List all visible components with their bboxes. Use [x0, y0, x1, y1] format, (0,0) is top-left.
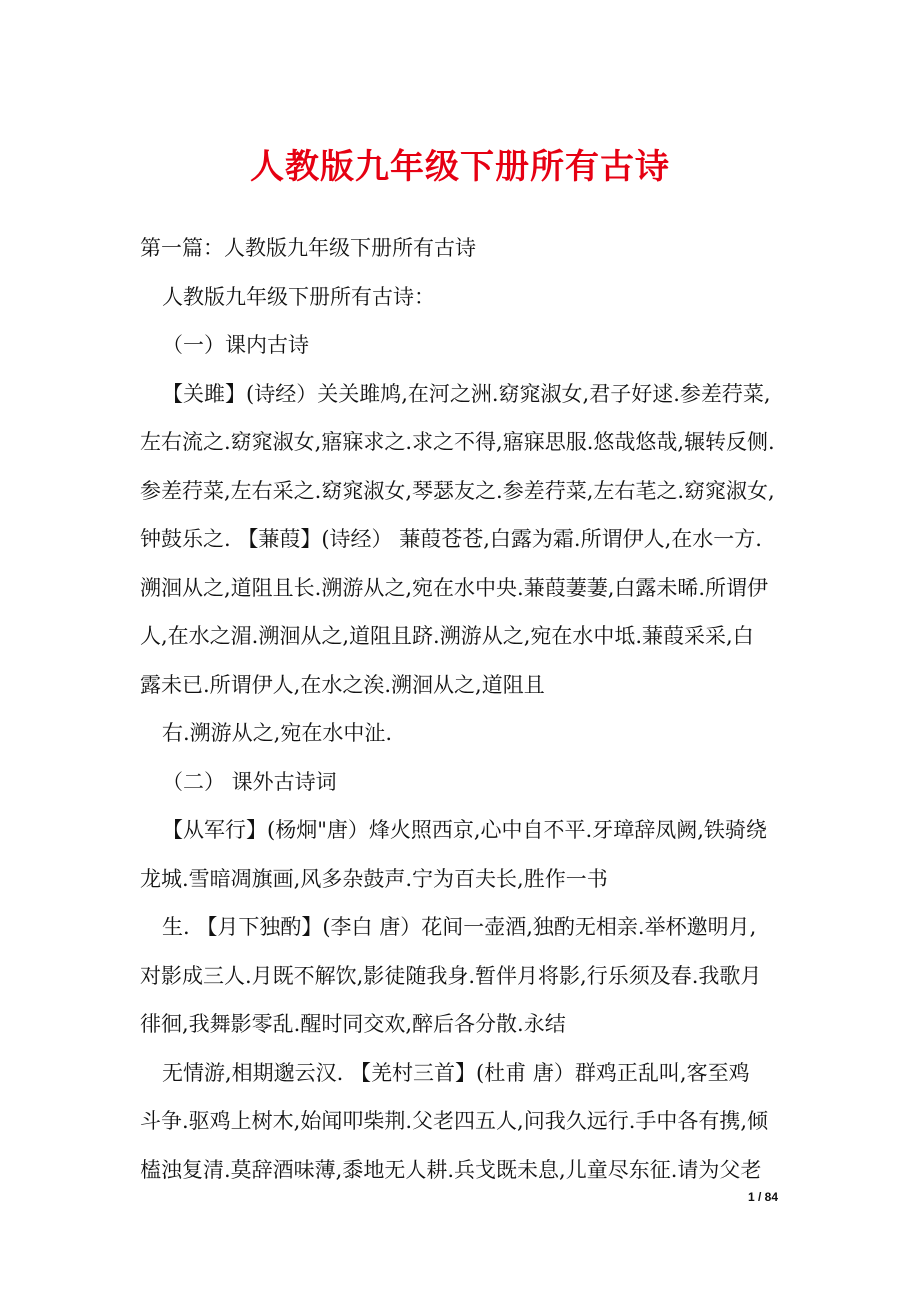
text-line: 参差荇菜,左右采之.窈窕淑女,琴瑟友之.参差荇菜,左右芼之.窈窕淑女, — [140, 478, 775, 503]
text-line: 生. 【月下独酌】(李白 唐）花间一壶酒,独酌无相亲.举杯邀明月, — [162, 915, 757, 939]
text-line: 斗争.驱鸡上树木,始闻叩柴荆.父老四五人,问我久远行.手中各有携,倾 — [140, 1109, 769, 1133]
text-line: 溯洄从之,道阻且长.溯游从之,宛在水中央.蒹葭萋萋,白露未晞.所谓伊 — [140, 575, 769, 600]
text-line: 钟鼓乐之. 【蒹葭】(诗经） 蒹葭苍苍,白露为霜.所谓伊人,在水一方. — [140, 527, 762, 551]
text-line: 徘徊,我舞影零乱.醒时同交欢,醉后各分散.永结 — [140, 1012, 566, 1036]
text-line: 对影成三人.月既不解饮,影徒随我身.暂伴月将影,行乐须及春.我歌月 — [140, 963, 762, 988]
text-line: 无情游,相期邈云汉. 【羌村三首】(杜甫 唐）群鸡正乱叫,客至鸡 — [162, 1060, 750, 1085]
text-line: 右.溯游从之,宛在水中沚. — [162, 721, 393, 745]
text-line: 露未已.所谓伊人,在水之涘.溯洄从之,道阻且 — [140, 672, 545, 697]
text-line: 人,在水之湄.溯洄从之,道阻且跻.溯游从之,宛在水中坻.蒹葭采采,白 — [140, 624, 754, 648]
text-line: 【从军行】(杨炯"唐）烽火照西京,心中自不平.牙璋辞凤阙,铁骑绕 — [162, 818, 767, 842]
text-line: 第一篇：人教版九年级下册所有古诗 — [140, 236, 476, 260]
text-line: 人教版九年级下册所有古诗： — [162, 284, 435, 309]
text-line: 榼浊复清.莫辞酒味薄,黍地无人耕.兵戈既未息,儿童尽东征.请为父老 — [140, 1157, 762, 1182]
text-line: 【关雎】(诗经）关关雎鸠,在河之洲.窈窕淑女,君子好逑.参差荇菜, — [162, 381, 771, 406]
text-line: （一）课内古诗 — [162, 333, 309, 357]
document-body — [140, 224, 785, 1194]
text-line: （二） 课外古诗词 — [162, 769, 337, 794]
page-number: 1 / 84 — [747, 1190, 778, 1204]
text-line: 龙城.雪暗凋旗画,风多杂鼓声.宁为百夫长,胜作一书 — [140, 866, 608, 891]
text-line: 左右流之.窈窕淑女,寤寐求之.求之不得,寤寐思服.悠哉悠哉,辗转反侧. — [140, 430, 775, 454]
document-title: 人教版九年级下册所有古诗 — [250, 147, 670, 187]
